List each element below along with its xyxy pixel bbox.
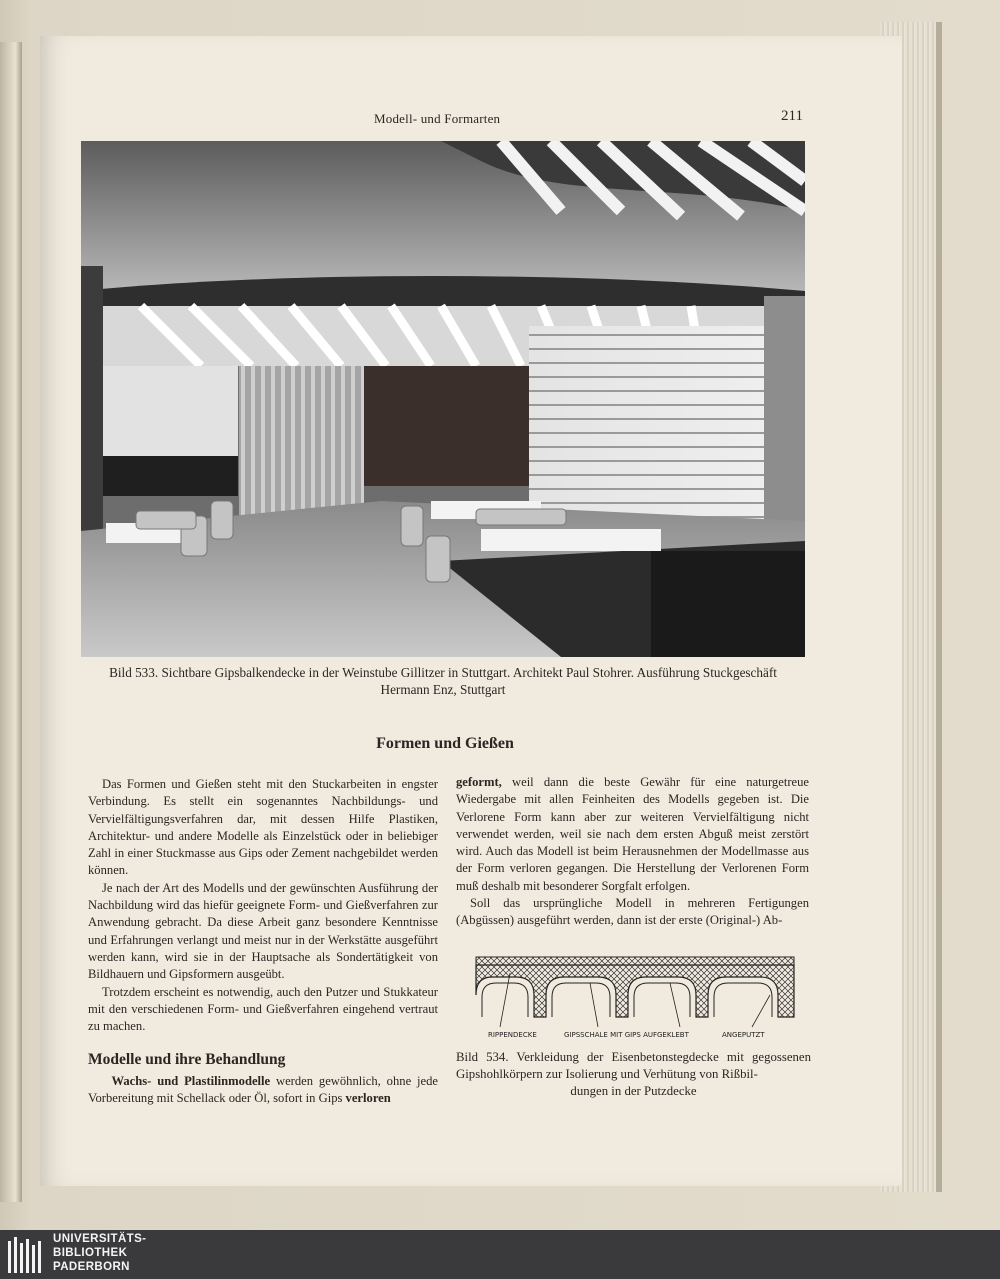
figure-533-caption-line2: Hermann Enz, Stuttgart <box>380 682 506 697</box>
paragraph-text: werden gewöhnlich, ohne jede Vorbereitung mit Schellack oder Öl, sofort in Gips <box>88 1074 438 1106</box>
left-column <box>88 776 438 1035</box>
running-title: Modell- und Formarten <box>374 111 501 126</box>
label-rippendecke: RIPPENDECKE <box>488 1031 537 1039</box>
label-angeputzt: ANGEPUTZT <box>722 1031 765 1039</box>
label-gipsschale: GIPSSCHALE MIT GIPS AUFGEKLEBT <box>564 1031 689 1039</box>
bold-term: verloren <box>345 1091 391 1106</box>
paragraph: Das Formen und Gießen steht mit den Stuckarbeiten in engster Verbindung. Es stellt ein sogenanntes Nachbildungs- und Vervielfältigungsverfahren dar, mit dessen Hilfe Plastiken, Architektur- und andere Modelle als Einzelstück oder in beliebiger Zahl in einer Stuckmasse aus Gips oder Zement nachgebildet werden können. <box>88 777 438 878</box>
library-name-line1: UNIVERSITÄTS- <box>53 1233 147 1245</box>
photo-weinstube-interior <box>81 141 805 657</box>
right-column <box>456 774 809 930</box>
figure-534-caption-main: Bild 534. Verkleidung der Eisenbetonstegdecke mit gegossenen Gipshohlkörpern zur Isolierung und Verhütung von Rißbil- <box>456 1050 811 1081</box>
paragraph: Soll das ursprüngliche Modell in mehreren Fertigungen (Abgüssen) ausgeführt werden, dann ist der erste (Original-) Ab- <box>456 896 809 928</box>
paragraph-text: weil dann die beste Gewähr für eine naturgetreue Wiedergabe mit allen Feinheiten des Modells gegeben ist. Die Verlorene Form kann aber zur weiteren Vervielfältigung nicht verwendet werden, weil sie nach dem ersten Abguß meist zerstört wird. Auch das Modell ist beim Herausnehmen der Modellmasse aus der Form verloren gegangen. Die Herstellung der Verlorenen Form muß deshalb mit besonderer Sorgfalt erfolgen. <box>456 775 809 893</box>
figure-534-caption <box>456 1049 811 1100</box>
library-name-line2: BIBLIOTHEK <box>53 1247 128 1259</box>
page-number: 211 <box>781 108 803 124</box>
paragraph: Trotzdem erscheint es notwendig, auch den Putzer und Stukkateur mit den verschiedenen Form- und Gießverfahren eingehend vertraut zu machen. <box>88 984 438 1034</box>
bold-term: Wachs- und Plastilinmodelle <box>111 1074 271 1088</box>
library-name <box>53 1232 146 1274</box>
subsection-title: Modelle und ihre Behandlung <box>88 1051 286 1068</box>
library-logo-icon <box>4 1233 48 1277</box>
figure-533-caption <box>86 664 800 698</box>
bold-term: geformt, <box>456 775 502 789</box>
library-name-line3: PADERBORN <box>53 1261 130 1273</box>
paragraph <box>456 774 809 895</box>
figure-533-caption-line1: Bild 533. Sichtbare Gipsbalkendecke in der Weinstube Gillitzer in Stuttgart. Architekt Paul Stohrer. Ausführung Stuckgeschäft <box>109 665 777 680</box>
figure-534-diagram <box>470 955 800 1043</box>
subsection-paragraph <box>88 1073 438 1108</box>
paragraph: Je nach der Art des Modells und der gewünschten Ausführung der Nachbildung wird das hiefür geeignete Form- und Gießverfahren zur Anwendung gebracht. Da diese Arbeit ganz besondere Kenntnisse und Erfahrungen verlangt und meist nur in der Werkstätte ausgeführt werden kann, wird sie in der Hauptsache als Sondertätigkeit von Bildhauern und Gipsformern ausgeübt. <box>88 880 438 982</box>
left-page-edge <box>0 42 22 1202</box>
section-title: Formen und Gießen <box>376 735 514 752</box>
library-footer-bar <box>0 1230 1000 1279</box>
figure-534-caption-last: dungen in der Putzdecke <box>570 1084 697 1098</box>
